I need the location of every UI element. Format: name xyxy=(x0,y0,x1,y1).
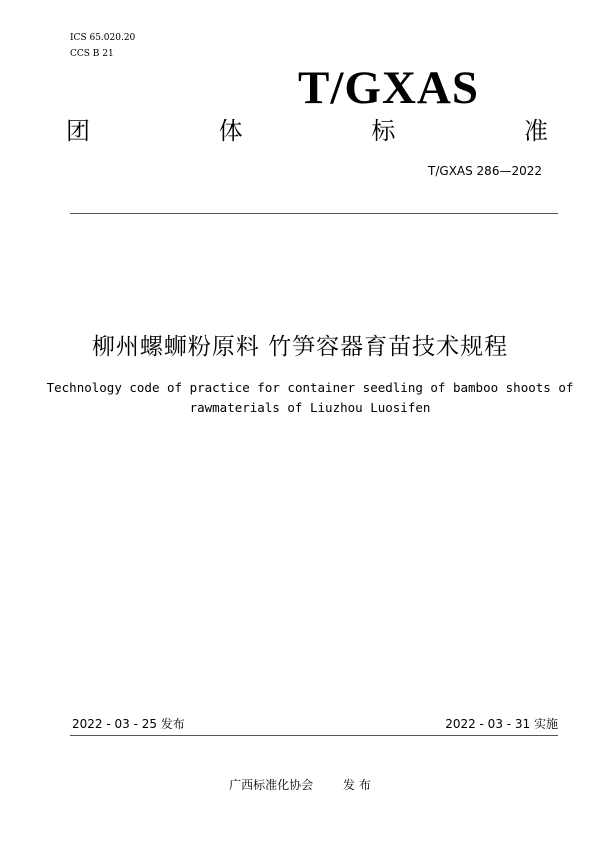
header-divider xyxy=(70,213,558,214)
footer-divider xyxy=(70,735,558,736)
classification-codes xyxy=(70,30,135,62)
issuer-name: 广西标准化协会 xyxy=(229,778,314,792)
category-char: 标 xyxy=(371,117,396,145)
ccs-code: CCS B 21 xyxy=(70,49,114,59)
ics-code: ICS 65.020.20 xyxy=(70,33,136,43)
implement-date: 2022 - 03 - 31 实施 xyxy=(445,717,558,731)
standard-number: T/GXAS 286—2022 xyxy=(428,164,542,178)
category-char: 团 xyxy=(66,117,90,145)
title-chinese: 柳州螺蛳粉原料 竹笋容器育苗技术规程 xyxy=(91,334,509,360)
category-char: 体 xyxy=(218,117,243,145)
standard-logo: T/GXAS xyxy=(298,62,479,114)
issue-label: 发 布 xyxy=(343,778,371,792)
category-char: 准 xyxy=(523,117,548,145)
issuer-line xyxy=(0,776,600,793)
title-english-line: Technology code of practice for container seedling of bamboo shoots of xyxy=(46,380,574,395)
standard-category xyxy=(66,116,548,146)
title-english-line: rawmaterials of Liuzhou Luosifen xyxy=(189,400,431,415)
title-english xyxy=(40,378,580,418)
publish-date: 2022 - 03 - 25 发布 xyxy=(72,717,185,731)
